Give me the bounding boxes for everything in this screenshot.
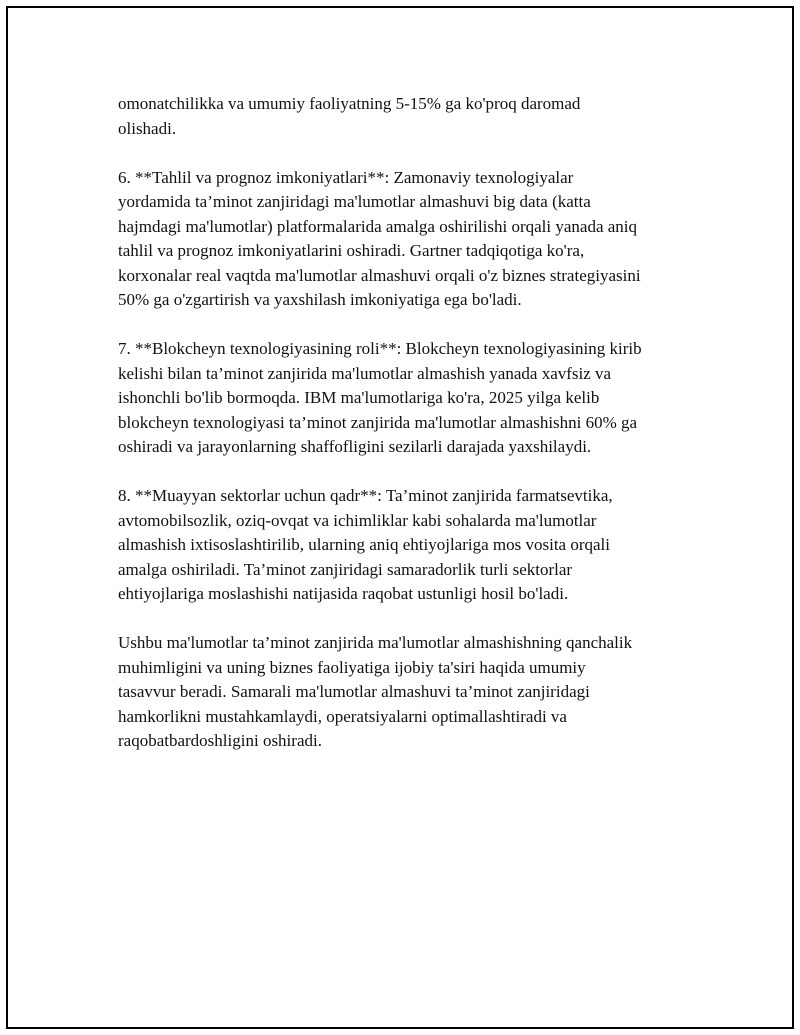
paragraph-conclusion [118,631,698,754]
text-line: amalga oshiriladi. Ta’minot zanjiridagi samaradorlik turli sektorlar [118,559,573,579]
text-line: raqobatbardoshligini oshiradi. [118,731,322,750]
text-line: hajmdagi ma'lumotlar) platformalarida amalga oshirilishi orqali yanada aniq [118,216,638,236]
text-line: omonatchilikka va umumiy faoliyatning 5-15% ga ko'proq daromad [118,94,581,113]
paragraph-item-6-analysis [118,166,698,313]
paragraph-intro-continuation [118,92,698,141]
text-line: 50% ga o'zgartirish va yaxshilash imkoniyatiga ega bo'ladi. [118,290,522,309]
document-body [118,92,698,778]
text-line: olishadi. [118,118,177,138]
text-line: almashish ixtisoslashtirilib, ularning aniq ehtiyojlariga mos vosita orqali [118,535,610,554]
text-line: korxonalar real vaqtda ma'lumotlar almashuvi orqali o'z biznes strategiyasini [118,265,641,285]
text-line: 6. **Tahlil va prognoz imkoniyatlari**: Zamonaviy texnologiyalar [118,167,574,187]
paragraph-item-7-blockchain [118,337,698,460]
text-line: tasavvur beradi. Samarali ma'lumotlar almashuvi ta’minot zanjiridagi [118,682,590,701]
text-line: 7. **Blokcheyn texnologiyasining roli**: Blokcheyn texnologiyasining kirib [118,339,642,358]
paragraph-item-8-sectors [118,484,698,607]
text-line: tahlil va prognoz imkoniyatlarini oshiradi. Gartner tadqiqotiga ko'ra, [118,241,585,260]
text-line: 8. **Muayyan sektorlar uchun qadr**: Ta’minot zanjirida farmatsevtika, [118,486,613,505]
text-line: kelishi bilan ta’minot zanjirida ma'lumotlar almashish yanada xavfsiz va [118,363,612,383]
text-line: yordamida ta’minot zanjiridagi ma'lumotlar almashuvi big data (katta [118,192,591,211]
text-line: hamkorlikni mustahkamlaydi, operatsiyalarni optimallashtiradi va [118,706,567,726]
text-line: ishonchli bo'lib bormoqda. IBM ma'lumotlariga ko'ra, 2025 yilga kelib [118,388,600,407]
text-line: Ushbu ma'lumotlar ta’minot zanjirida ma'lumotlar almashishning qanchalik [118,633,633,652]
text-line: oshiradi va jarayonlarning shaffofligini sezilarli darajada yaxshilaydi. [118,437,592,456]
text-line: ehtiyojlariga moslashishi natijasida raqobat ustunligi hosil bo'ladi. [118,584,569,603]
text-line: blokcheyn texnologiyasi ta’minot zanjirida ma'lumotlar almashishni 60% ga [118,412,638,432]
text-line: muhimligini va uning biznes faoliyatiga ijobiy ta'siri haqida umumiy [118,657,586,677]
text-line: avtomobilsozlik, oziq-ovqat va ichimliklar kabi sohalarda ma'lumotlar [118,510,597,530]
